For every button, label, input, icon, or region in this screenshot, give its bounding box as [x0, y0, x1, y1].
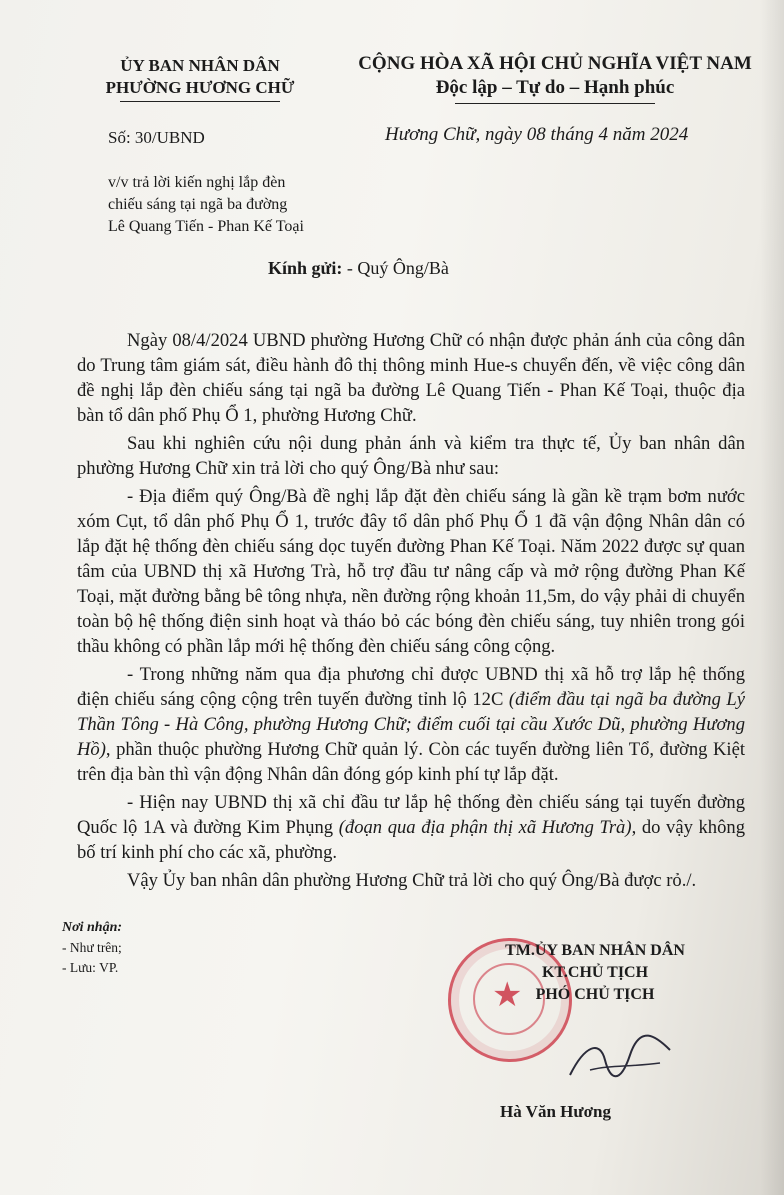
recipients-block [62, 918, 122, 978]
national-motto: Độc lập – Tự do – Hạnh phúc [435, 77, 675, 98]
recipient-item-2: - Lưu: VP. [62, 960, 119, 975]
recipients-title: Nơi nhận: [62, 920, 123, 935]
recipient-item-1: - Như trên; [62, 940, 122, 955]
agency-header [80, 55, 320, 102]
subject-line1: v/v trả lời kiến nghị lắp đèn [108, 174, 286, 191]
country-name: CỘNG HÒA XÃ HỘI CHỦ NGHĨA VIỆT NAM [358, 53, 752, 74]
document-number: Số: 30/UBND [108, 128, 205, 147]
subject-line3: Lê Quang Tiến - Phan Kế Toại [108, 218, 304, 235]
body-paragraph-6: Vậy Ủy ban nhân dân phường Hương Chữ trả lời cho quý Ông/Bà được rỏ./. [127, 870, 697, 891]
seal-star-icon: ★ [492, 977, 523, 1014]
sign-line3: PHÓ CHỦ TỊCH [535, 986, 655, 1003]
handwritten-signature [560, 1025, 680, 1095]
greeting-recipient: - Quý Ông/Bà [342, 258, 449, 278]
sign-line1: TM.ỦY BAN NHÂN DÂN [505, 942, 685, 959]
body-paragraph-4 [77, 662, 745, 787]
sign-line2: KT.CHỦ TỊCH [541, 964, 649, 981]
greeting-label: Kính gửi: [268, 258, 343, 278]
document-subject [108, 172, 304, 238]
body-p5-text-c: , do vậy không bố trí kinh phí cho các xã, phường. [77, 817, 745, 863]
motto-underline [455, 103, 655, 104]
body-p5-italic: (đoạn qua địa phận thị xã Hương Trà) [338, 817, 632, 838]
signature-block [450, 940, 740, 1006]
body-p4-italic: (điểm đầu tại ngã ba đường Lý Thần Tông - Hà Công, phường Hương Chữ; điểm cuối tại cầu Xước Dũ, phường Hương Hồ) [77, 689, 746, 760]
agency-name-line2: PHƯỜNG HƯƠNG CHỮ [105, 78, 295, 97]
national-header [340, 52, 770, 104]
page-edge-shadow [760, 0, 784, 1195]
body-p4-text-c: , phần thuộc phường Hương Chữ quản lý. Còn các tuyến đường liên Tổ, đường Kiệt trên địa bàn thì vận động Nhân dân đóng góp kinh phí tự lắp đặt. [77, 739, 745, 785]
body-paragraph-5 [77, 790, 745, 865]
greeting [268, 258, 449, 279]
signer-name: Hà Văn Hương [500, 1102, 611, 1121]
body-paragraph-2: Sau khi nghiên cứu nội dung phản ánh và kiểm tra thực tế, Ủy ban nhân dân phường Hương Chữ xin trả lời cho quý Ông/Bà như sau: [77, 433, 745, 479]
agency-underline [120, 101, 280, 102]
body-paragraph-1: Ngày 08/4/2024 UBND phường Hương Chữ có nhận được phản ánh của công dân do Trung tâm giám sát, điều hành đô thị thông minh Hue-s chuyển đến, về việc công dân đề nghị lắp đèn chiếu sáng tại ngã ba đường Lê Quang Tiến - Phan Kế Toại, thuộc địa bàn tổ dân phố Phụ Ổ 1, phường Hương Chữ. [77, 330, 745, 426]
document-body [77, 328, 745, 896]
agency-name-line1: ỦY BAN NHÂN DÂN [120, 56, 280, 75]
body-p5-text-a: - Hiện nay UBND thị xã chỉ đầu tư lắp hệ thống đèn chiếu sáng tại tuyến đường Quốc lộ 1A và đường Kim Phụng [77, 792, 745, 838]
body-p4-text-a: - Trong những năm qua địa phương chỉ được UBND thị xã hỗ trợ lắp hệ thống điện chiếu sáng cộng cộng trên tuyến đường tỉnh lộ 12C [77, 664, 745, 710]
document-date: Hương Chữ, ngày 08 tháng 4 năm 2024 [385, 124, 689, 145]
body-paragraph-3: - Địa điểm quý Ông/Bà đề nghị lắp đặt đèn chiếu sáng là gần kề trạm bơm nước xóm Cụt, tổ dân phố Phụ Ổ 1, trước đây tổ dân phố Phụ Ổ 1 đã vận động Nhân dân có lắp đặt hệ thống đèn chiếu sáng dọc tuyến đường Phan Kế Toại. Năm 2022 được sự quan tâm của UBND thị xã Hương Trà, hỗ trợ đầu tư nâng cấp và mở rộng đường Phan Kế Toại, mặt đường bằng bê tông nhựa, nền đường rộng khoản 11,5m, do vậy phải di chuyển toàn bộ hệ thống điện sinh hoạt và tháo bỏ các bóng đèn chiếu sáng, tuy nhiên trong gói thầu không có phần lắp mới hệ thống đèn chiếu sáng công cộng. [77, 486, 745, 657]
subject-line2: chiếu sáng tại ngã ba đường [108, 196, 288, 213]
